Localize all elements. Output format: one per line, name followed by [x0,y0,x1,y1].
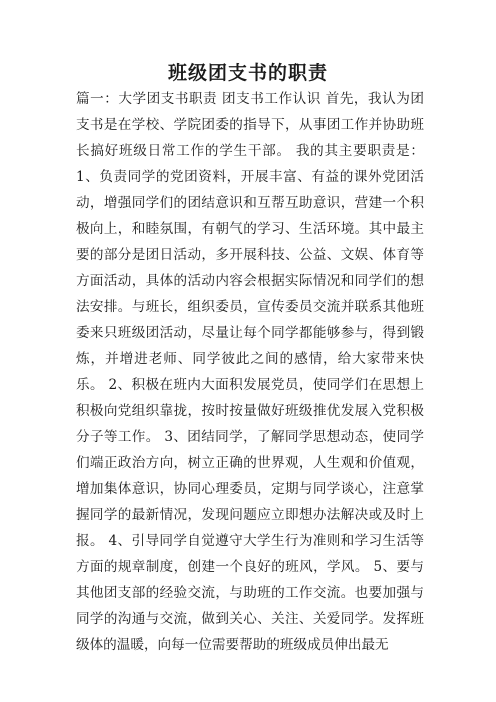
document-body-paragraph: 篇一：大学团支书职责 团支书工作认识 首先，我认为团支书是在学校、学院团委的指导下，从事团工作并协助班长搞好班级日常工作的学生干部。 我的其主要职责是： 1、负责同学的党团资料，开展丰富、有益的课外党团活动，增强同学们的团结意识和互帮互助意识，营建一个积极向上，和睦氛围，有朝气的学习、生活环境。其中最主要的部分是团日活动，多开展科技、公益、文娱、体育等方面活动，具体的活动内容会根据实际情况和同学们的想法安排。与班长，组织委员，宣传委员交流并联系其他班委来只班级团活动，尽量让每个同学都能够参与，得到锻炼，并增进老师、同学彼此之间的感情，给大家带来快乐。 2、积极在班内大面积发展党员，使同学们在思想上积极向党组织靠拢，按时按量做好班级推优发展入党积极分子等工作。 3、团结同学，了解同学思想动态，使同学们端正政治方向，树立正确的世界观，人生观和价值观，增加集体意识，协同心理委员，定期与同学谈心，注意掌握同学的最新情况，发现问题应立即想办法解决或及时上报。 4、引导同学自觉遵守大学生行为准则和学习生活等方面的规章制度，创建一个良好的班风，学风。 5、要与其他团支部的经验交流，与助班的工作交流。也要加强与同学的沟通与交流，做到关心、关注、关爱同学。发挥班级体的温暖，向每一位需要帮助的班级成员伸出最无 [76,91,424,653]
document-title: 班级团支书的职责 [167,62,328,84]
